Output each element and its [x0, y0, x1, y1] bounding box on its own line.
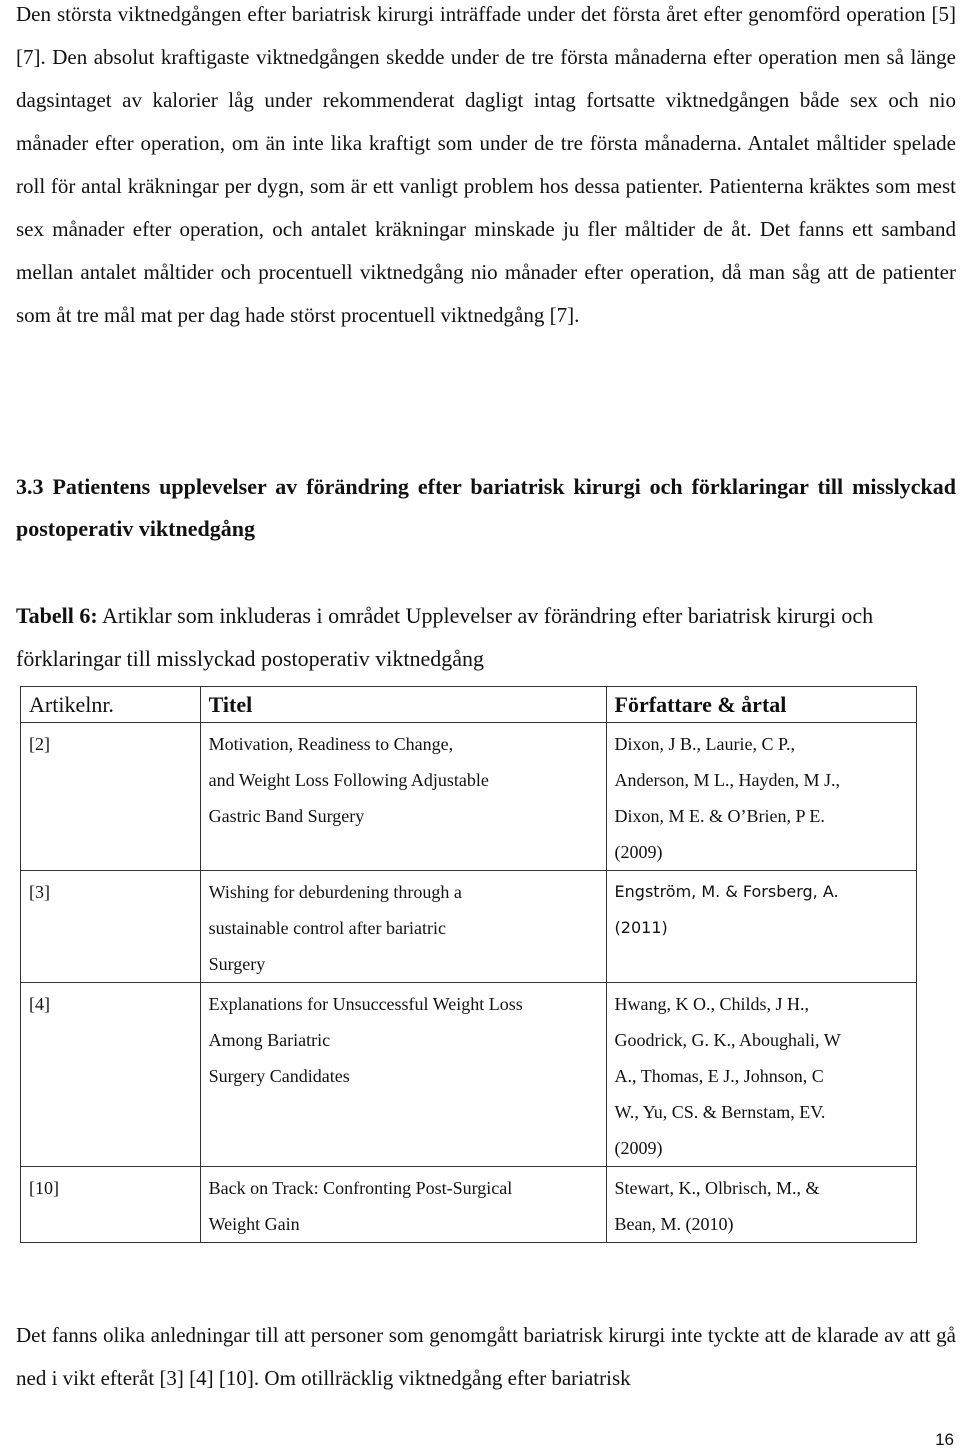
cell-article-no	[21, 1167, 201, 1243]
author-line: (2009)	[614, 842, 663, 862]
title-line: and Weight Loss Following Adjustable	[208, 770, 489, 790]
cell-title	[200, 1167, 606, 1243]
header-title: Titel	[200, 687, 606, 723]
cell-article-no	[21, 723, 201, 871]
title-line: Back on Track: Confronting Post-Surgical	[208, 1178, 513, 1198]
header-authors: Författare & årtal	[606, 687, 916, 723]
table-caption-label: Tabell 6:	[16, 603, 98, 628]
article-no: [2]	[29, 734, 50, 754]
article-no: [3]	[29, 882, 50, 902]
page-number: 16	[935, 1430, 954, 1449]
title-line: Motivation, Readiness to Change,	[208, 734, 454, 754]
author-line: Dixon, J B., Laurie, C P.,	[614, 734, 796, 754]
table-row	[21, 871, 917, 983]
author-line: Hwang, K O., Childs, J H.,	[614, 994, 810, 1014]
table-row	[21, 1167, 917, 1243]
author-line: Goodrick, G. K., Aboughali, W	[614, 1030, 841, 1050]
author-line: W., Yu, CS. & Bernstam, EV.	[614, 1102, 826, 1122]
table-header-row	[21, 687, 917, 723]
title-line: Among Bariatric	[208, 1030, 331, 1050]
author-line: Anderson, M L., Hayden, M J.,	[614, 770, 841, 790]
header-article-no: Artikelnr.	[21, 687, 201, 723]
author-line: Dixon, M E. & O’Brien, P E.	[614, 806, 825, 826]
articles-table	[20, 686, 917, 1243]
author-line: A., Thomas, E J., Johnson, C	[614, 1066, 824, 1086]
author-line: (2011)	[614, 918, 668, 937]
title-line: sustainable control after bariatric	[208, 918, 447, 938]
cell-title	[200, 983, 606, 1167]
cell-authors	[606, 1167, 916, 1243]
table-caption	[16, 594, 956, 680]
title-line: Surgery	[208, 954, 266, 974]
cell-authors	[606, 723, 916, 871]
cell-title	[200, 871, 606, 983]
title-line: Wishing for deburdening through a	[208, 882, 462, 902]
table-caption-text: Artiklar som inkluderas i området Upplevelser av förändring efter bariatrisk kirurgi och förklaringar till misslyckad postoperativ viktnedgång	[16, 603, 874, 671]
body-paragraph-bottom: Det fanns olika anledningar till att personer som genomgått bariatrisk kirurgi inte tyckte att de klarade av att gå ned i vikt efteråt [3] [4] [10]. Om otillräcklig viktnedgång efter bariatrisk	[16, 1323, 956, 1390]
cell-article-no	[21, 983, 201, 1167]
cell-authors	[606, 871, 916, 983]
cell-authors	[606, 983, 916, 1167]
author-line: Bean, M. (2010)	[614, 1214, 734, 1234]
cell-article-no	[21, 871, 201, 983]
article-no: [4]	[29, 994, 50, 1014]
title-line: Surgery Candidates	[208, 1066, 350, 1086]
table-row	[21, 983, 917, 1167]
body-paragraph-top: Den största viktnedgången efter bariatrisk kirurgi inträffade under det första året efter genomförd operation [5] [7]. Den absolut kraftigaste viktnedgången skedde under de tre första månaderna efter operation men så länge dagsintaget av kalorier låg under rekommenderat dagligt intag fortsatte viktnedgången både sex och nio månader efter operation, om än inte lika kraftigt som under de tre första månaderna. Antalet måltider spelade roll för antal kräkningar per dygn, som är ett vanligt problem hos dessa patienter. Patienterna kräktes som mest sex månader efter operation, och antalet kräkningar minskade ju fler måltider de åt. Det fanns ett samband mellan antalet måltider och procentuell viktnedgång nio månader efter operation, då man såg att de patienter som åt tre mål mat per dag hade störst procentuell viktnedgång [7].	[16, 2, 956, 327]
title-line: Weight Gain	[208, 1214, 300, 1234]
cell-title	[200, 723, 606, 871]
table-row	[21, 723, 917, 871]
author-line: Engström, M. & Forsberg, A.	[614, 882, 839, 901]
section-heading: 3.3 Patientens upplevelser av förändring efter bariatrisk kirurgi och förklaringar till misslyckad postoperativ viktnedgång	[16, 474, 956, 541]
author-line: (2009)	[614, 1138, 663, 1158]
author-line: Stewart, K., Olbrisch, M., &	[614, 1178, 820, 1198]
article-no: [10]	[29, 1178, 59, 1198]
title-line: Explanations for Unsuccessful Weight Loss	[208, 994, 523, 1014]
title-line: Gastric Band Surgery	[208, 806, 365, 826]
